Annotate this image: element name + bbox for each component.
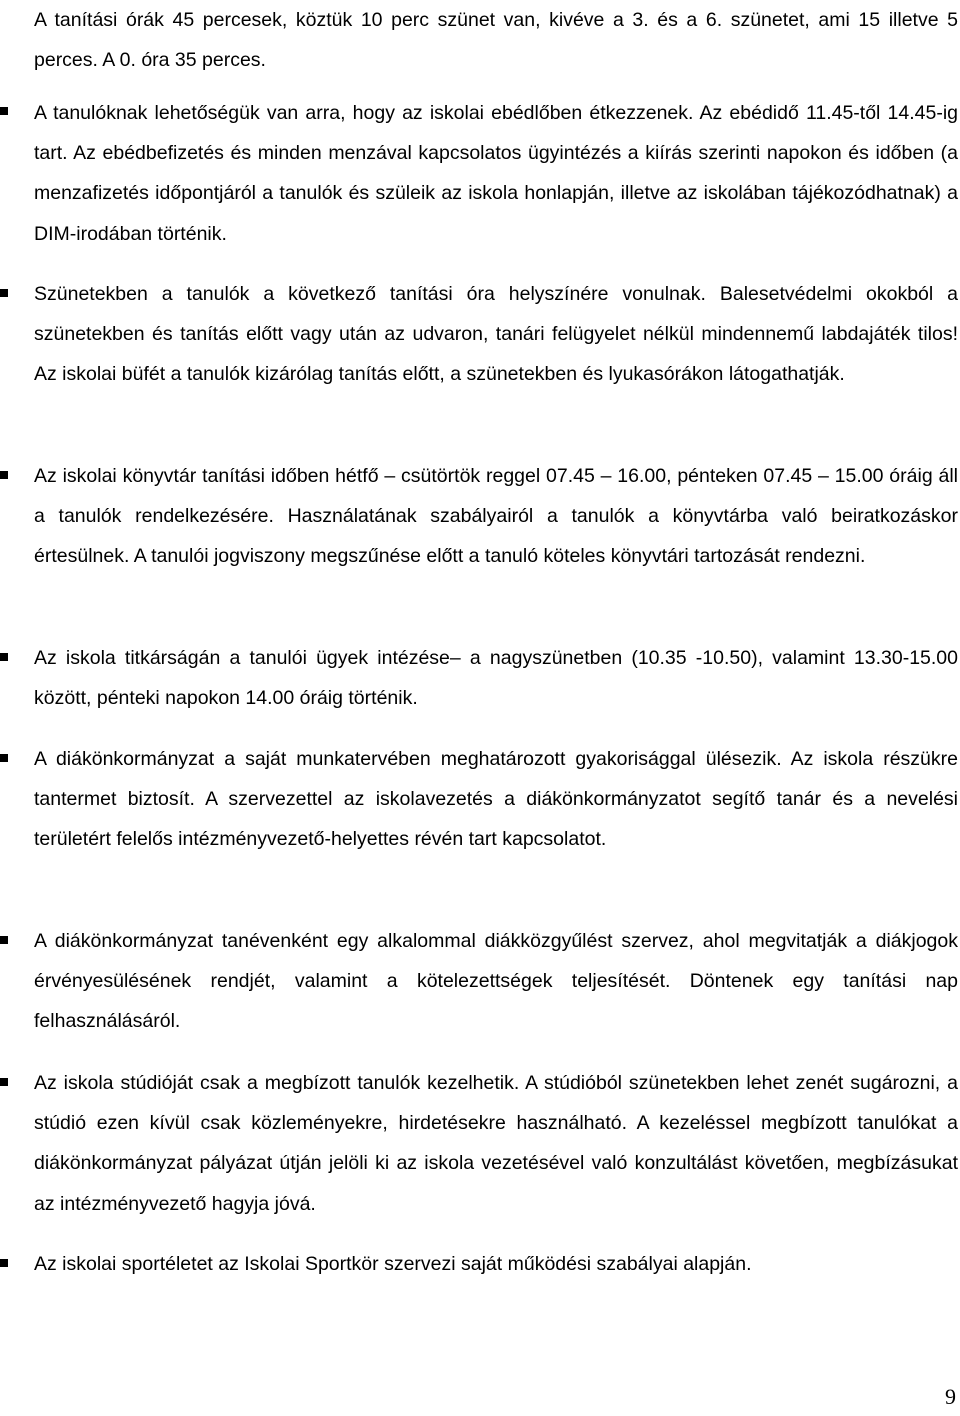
square-bullet-icon [0,1259,8,1267]
list-item: A diákönkormányzat tanévenként egy alkalommal diákközgyűlést szervez, ahol megvitatják a diákjogok érvényesülésének rendjét, valamint a kötelezettségek teljesítését. Döntenek egy tanítási nap felhasználásáról. [34,930,958,1033]
square-bullet-icon [0,289,8,297]
list-item: Szünetekben a tanulók a következő tanítási óra helyszínére vonulnak. Balesetvédelmi okokból a szünetekben és tanítás előtt vagy után az udvaron, tanári felügyelet nélkül mindennemű labdajáték tilos! Az iskolai büfét a tanulók kizárólag tanítás előtt, a szünetekben és lyukasórákon látogathatják. [34,283,958,386]
list-item: Az iskolai könyvtár tanítási időben hétfő – csütörtök reggel 07.45 – 16.00, pénteken 07.45 – 15.00 óráig áll a tanulók rendelkezésére. Használatának szabályairól a tanulók a könyvtárba való beiratkozáskor értesülnek. A tanulói jogviszony megszűnése előtt a tanuló köteles könyvtári tartozását rendezni. [34,465,958,568]
square-bullet-icon [0,107,8,115]
list-item: Az iskola titkárságán a tanulói ügyek intézése– a nagyszünetben (10.35 -10.50), valamint 13.30-15.00 között, pénteki napokon 14.00 óráig történik. [34,647,958,710]
intro-paragraph: A tanítási órák 45 percesek, köztük 10 perc szünet van, kivéve a 3. és a 6. szünetet, ami 15 illetve 5 perces. A 0. óra 35 perces. [34,9,958,72]
list-item: Az iskolai sportéletet az Iskolai Sportkör szervezi saját működési szabályai alapján. [34,1253,752,1275]
page-number: 9 [945,1384,956,1409]
list-item: A tanulóknak lehetőségük van arra, hogy az iskolai ebédlőben étkezzenek. Az ebédidő 11.45-től 14.45-ig tart. Az ebédbefizetés és minden menzával kapcsolatos ügyintézés a kiírás szerinti napokon és időben (a menzafizetés időpontjáról a tanulók és szüleik az iskola honlapján, illetve az iskolában tájékozódhatnak) a DIM-irodában történik. [34,102,958,245]
square-bullet-icon [0,471,8,479]
square-bullet-icon [0,1078,8,1086]
square-bullet-icon [0,754,8,762]
list-item: A diákönkormányzat a saját munkatervében meghatározott gyakorisággal ülésezik. Az iskola részükre tantermet biztosít. A szervezettel az iskolavezetés a diákönkormányzatot segítő tanár és a nevelési területért felelős intézményvezető-helyettes révén tart kapcsolatot. [34,748,958,851]
square-bullet-icon [0,653,8,661]
list-item: Az iskola stúdióját csak a megbízott tanulók kezelhetik. A stúdióból szünetekben lehet zenét sugározni, a stúdió ezen kívül csak közleményekre, hirdetésekre használható. A kezeléssel megbízott tanulókat a diákönkormányzat pályázat útján jelöli ki az iskola vezetésével való konzultálást követően, megbízásukat az intézményvezető hagyja jóvá. [34,1072,958,1215]
square-bullet-icon [0,936,8,944]
